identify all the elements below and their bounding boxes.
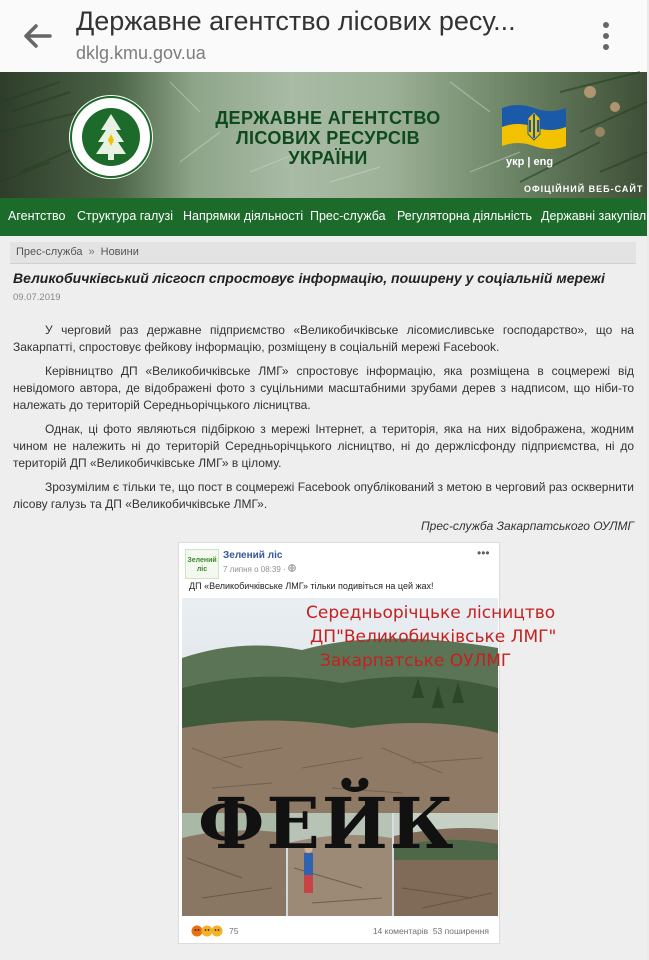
- globe-icon: [288, 564, 296, 572]
- article-title: Великобичківський лісгосп спростовує інформацію, поширену у соціальній мережі: [13, 270, 605, 286]
- more-vert-icon[interactable]: [598, 20, 614, 52]
- agency-emblem-logo: [68, 94, 154, 180]
- photo-caption-line2: ДП"Великобичківське ЛМГ": [310, 627, 557, 647]
- photo-caption-line3: Закарпатське ОУЛМГ: [320, 651, 512, 671]
- nav-item-procurement[interactable]: Державні закупівлі: [541, 209, 649, 223]
- comments-count: 14 коментарів: [372, 926, 429, 936]
- ukraine-flag-trident-icon: [502, 102, 566, 152]
- breadcrumb-item-press[interactable]: Прес-служба: [16, 246, 83, 258]
- facebook-post-text: ДП «Великобичківське ЛМГ» тільки подивіться на цей жах!: [189, 581, 434, 591]
- post-options-icon: •••: [477, 546, 490, 560]
- page-title: Державне агентство лісових ресу...: [76, 6, 516, 36]
- reactions-count: 75: [229, 926, 239, 936]
- avatar-text-line1: Зелений: [187, 557, 217, 564]
- article-paragraph: Зрозумілим є тільки те, що пост в соцмережі Facebook опублікований з метою в черговий раз осквернити лісову галузь та ДП «Великобичківське ЛМГ».: [13, 480, 634, 511]
- breadcrumb-separator: »: [88, 246, 95, 258]
- article-signature: Прес-служба Закарпатського ОУЛМГ: [420, 519, 634, 533]
- facebook-page-name: Зелений ліс: [223, 550, 283, 561]
- banner-title: [212, 108, 444, 168]
- facebook-post-screenshot: [178, 542, 557, 944]
- article-date: 09.07.2019: [13, 292, 61, 303]
- language-switcher[interactable]: укр | eng: [506, 156, 554, 168]
- nav-item-regulatory[interactable]: Регуляторна діяльність: [397, 209, 532, 223]
- facebook-post-time: [223, 564, 296, 574]
- banner-title-line3: УКРАЇНИ: [288, 148, 368, 168]
- banner-title-line2: ЛІСОВИХ РЕСУРСІВ: [235, 128, 421, 148]
- photo-caption-line1: Середньорічцьке лісництво: [306, 603, 556, 623]
- breadcrumb-item-news[interactable]: Новини: [100, 246, 139, 258]
- nav-item-agency[interactable]: Агентство: [8, 209, 66, 223]
- breadcrumb: [10, 242, 636, 264]
- article-paragraph: Однак, ці фото являються підбіркою з мережі Інтернет, а територія, яка на них відображена, жодним чином не належить ні до територій Середньорічцького лісництво, ні до держлісфонду підприємства, ні до територій ДП «Великобичківське ЛМГ» в цілому.: [13, 422, 634, 470]
- facebook-page-avatar: [185, 549, 219, 579]
- fake-overlay-label: ФЕЙК: [198, 782, 456, 865]
- banner-title-line1: ДЕРЖАВНЕ АГЕНТСТВО: [215, 108, 441, 128]
- article-paragraph: У черговий раз державне підприємство «Великобичківське лісомисливське господарство», що на Закарпатті, спростовує фейкову інформацію, розміщену в соціальній мережі Facebook.: [13, 323, 634, 354]
- official-website-label: ОФІЦІЙНИЙ ВЕБ-САЙТ: [524, 184, 644, 194]
- main-nav: [0, 198, 647, 236]
- clearcut-collage-photo: [182, 598, 557, 916]
- page-url[interactable]: dklg.kmu.gov.ua: [76, 43, 206, 63]
- comments-shares-stats: [373, 926, 489, 936]
- shares-count: 53 поширення: [432, 926, 489, 936]
- avatar-text-line2: ліс: [196, 566, 208, 573]
- facebook-post-time-text: 7 липня о 08:39 ·: [223, 565, 286, 574]
- facebook-post-footer: [179, 919, 501, 943]
- back-arrow-icon[interactable]: [22, 22, 52, 50]
- nav-item-directions[interactable]: Напрямки діяльності: [183, 209, 304, 223]
- nav-item-press[interactable]: Прес-служба: [310, 209, 386, 223]
- browser-top-bar: [0, 0, 647, 72]
- nav-item-structure[interactable]: Структура галузі: [77, 209, 174, 223]
- reactions-icon: [191, 925, 227, 937]
- article-content: [0, 236, 647, 960]
- article-paragraph: Керівництво ДП «Великобичківське ЛМГ» спростовує інформацію, яка розміщена в соцмережі від невідомого автора, де відображені фото з суцільними масштабними зрубами дерев з надписом, що ніби-то належать до територій Середньорічцького лісництва.: [13, 364, 634, 412]
